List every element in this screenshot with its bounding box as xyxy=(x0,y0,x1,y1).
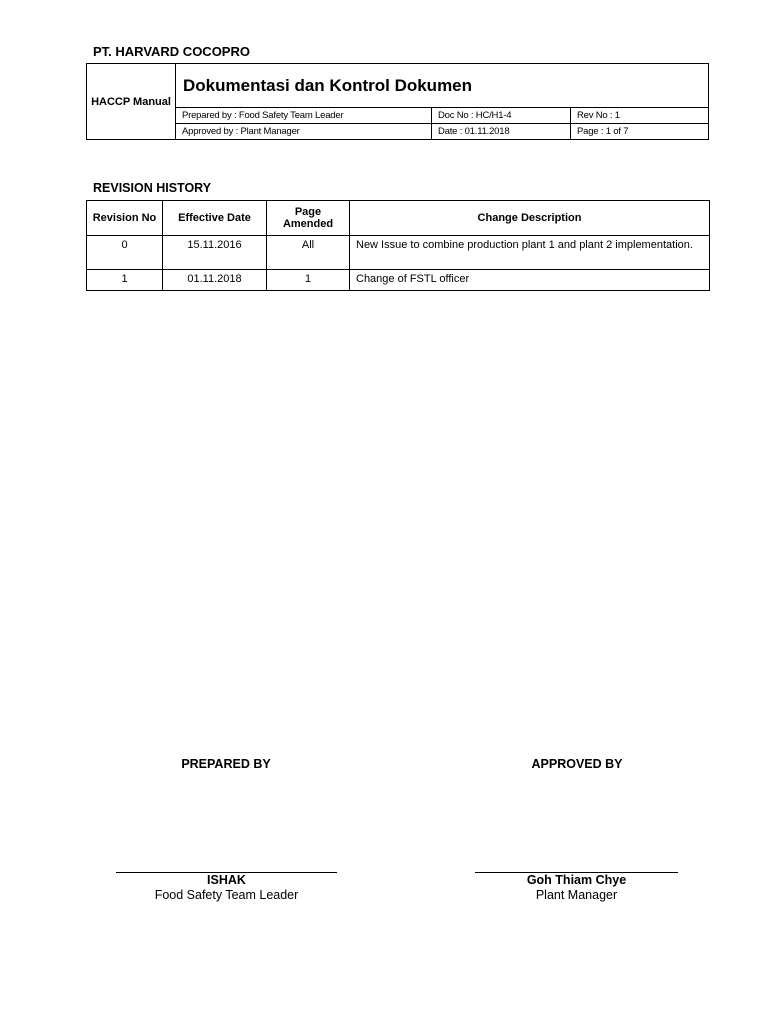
approved-by-label: APPROVED BY xyxy=(531,757,623,771)
document-title: Dokumentasi dan Kontrol Dokumen xyxy=(176,64,709,108)
manual-label: HACCP Manual xyxy=(87,64,176,140)
doc-date: Date : 01.11.2018 xyxy=(432,124,571,140)
column-header: Page Amended xyxy=(267,201,350,236)
prepared-by-name: ISHAK xyxy=(207,873,246,887)
approved-by: Approved by : Plant Manager xyxy=(176,124,432,140)
change-description-cell: Change of FSTL officer xyxy=(350,270,710,291)
page-amended-cell: All xyxy=(267,236,350,270)
prepared-by-label: PREPARED BY xyxy=(181,757,271,771)
page-amended-cell: 1 xyxy=(267,270,350,291)
page-count: Page : 1 of 7 xyxy=(571,124,709,140)
document-header-table xyxy=(86,63,709,140)
effective-date-cell: 15.11.2016 xyxy=(163,236,267,270)
column-header: Change Description xyxy=(350,201,710,236)
effective-date-cell: 01.11.2018 xyxy=(163,270,267,291)
prepared-by-role: Food Safety Team Leader xyxy=(154,888,299,902)
revision-history-heading: REVISION HISTORY xyxy=(93,181,212,195)
prepared-by: Prepared by : Food Safety Team Leader xyxy=(176,108,432,124)
company-name: PT. HARVARD COCOPRO xyxy=(93,44,250,59)
revision-no-cell: 0 xyxy=(87,236,163,270)
revision-history-table xyxy=(86,200,710,291)
change-description-cell: New Issue to combine production plant 1 and plant 2 implementation. xyxy=(350,236,710,270)
doc-no: Doc No : HC/H1-4 xyxy=(432,108,571,124)
column-header: Revision No xyxy=(87,201,163,236)
column-header: Effective Date xyxy=(163,201,267,236)
table-header-row xyxy=(87,201,710,236)
table-row xyxy=(87,236,710,270)
approved-by-role: Plant Manager xyxy=(535,888,618,902)
revision-no-cell: 1 xyxy=(87,270,163,291)
rev-no: Rev No : 1 xyxy=(571,108,709,124)
table-row xyxy=(87,270,710,291)
approved-by-name: Goh Thiam Chye xyxy=(526,873,627,887)
